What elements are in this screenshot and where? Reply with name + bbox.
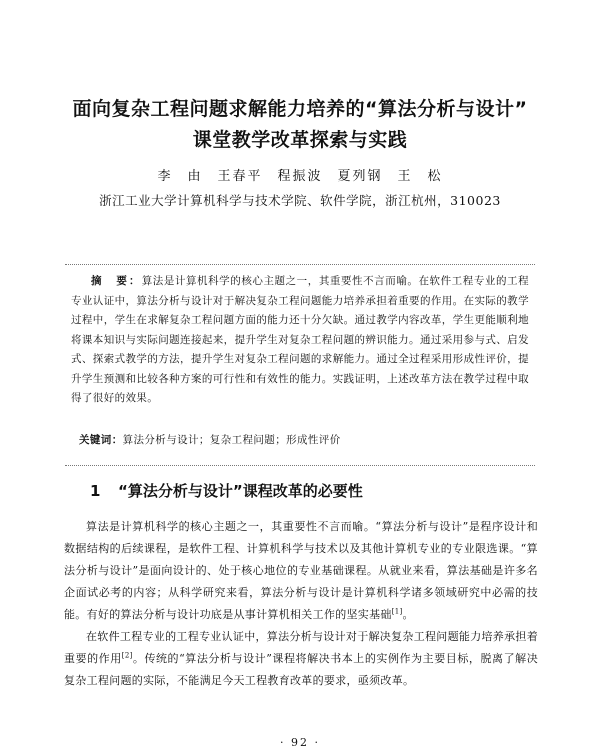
paper-title-line-2: 课堂教学改革探索与实践 [192, 129, 408, 151]
paragraph-2-text: 在软件工程专业的工程专业认证中，算法分析与设计对于解决复杂工程问题能力培养承担着重要的作用 [64, 630, 538, 665]
abstract-text: 算法是计算机科学的核心主题之一，其重要性不言而喻。在软件工程专业的工程专业认证中，算法分析与设计对于解决复杂工程问题能力培养承担着重要的作用。在实际的教学过程中，学生在求解复杂工程问题方面的能力还十分欠缺。通过教学内容改革，学生更能顺利地将课本知识与实际问题连接起来，提升学生对复杂工程问题的辨识能力。通过采用参与式、启发式、探索式教学的方法，提升学生对复杂工程问题的求解能力。通过全过程采用形成性评价，提升学生预测和比较各种方案的可行性和有效性的能力。实践证明，上述改革方法在教学过程中取得了很好的效果。 [71, 275, 530, 404]
citation-2: [2] [121, 651, 133, 660]
affiliation: 浙江工业大学计算机科学与技术学院、软件学院，浙江杭州，310023 [99, 193, 501, 208]
paper-title-line-1: 面向复杂工程问题求解能力培养的“算法分析与设计” [72, 98, 528, 120]
body-paragraph-1 [64, 516, 538, 626]
body-paragraph-2 [64, 626, 538, 692]
page-number: · 92 · [280, 736, 320, 749]
section-number: 1 [90, 482, 101, 500]
section-title: “算法分析与设计”课程改革的必要性 [118, 482, 363, 500]
section-heading [90, 480, 363, 501]
paragraph-1-text: 算法是计算机科学的核心主题之一，其重要性不言而喻。“算法分析与设计”是程序设计和数据结构的后续课程，是软件工程、计算机科学与技术以及其他计算机专业的专业限选课。“算法分析与设计”是面向设计的、处于核心地位的专业基础课程。从就业来看，算法基础是许多名企面试必考的内容；从科学研究来看，算法分析与设计是计算机科学诸多领域研究中必需的技能。有好的算法分析与设计功底是从事计算机相关工作的坚实基础 [64, 520, 538, 621]
abstract [71, 272, 529, 409]
citation-1: [1] [391, 607, 403, 616]
keywords-label: 关键词： [79, 434, 123, 446]
abstract-box [65, 264, 535, 466]
keywords-text: 算法分析与设计；复杂工程问题；形成性评价 [122, 434, 341, 446]
keywords [79, 432, 341, 447]
authors: 李 由 王春平 程振波 夏列钢 王 松 [157, 169, 443, 184]
paragraph-2-end: 。传统的“算法分析与设计”课程将解决书本上的实例作为主要目标，脱离了解决复杂工程问题的实际，不能满足今天工程教育改革的要求，亟须改革。 [64, 652, 538, 687]
abstract-label: 摘 要： [91, 275, 142, 287]
paragraph-1-end: 。 [402, 608, 414, 621]
